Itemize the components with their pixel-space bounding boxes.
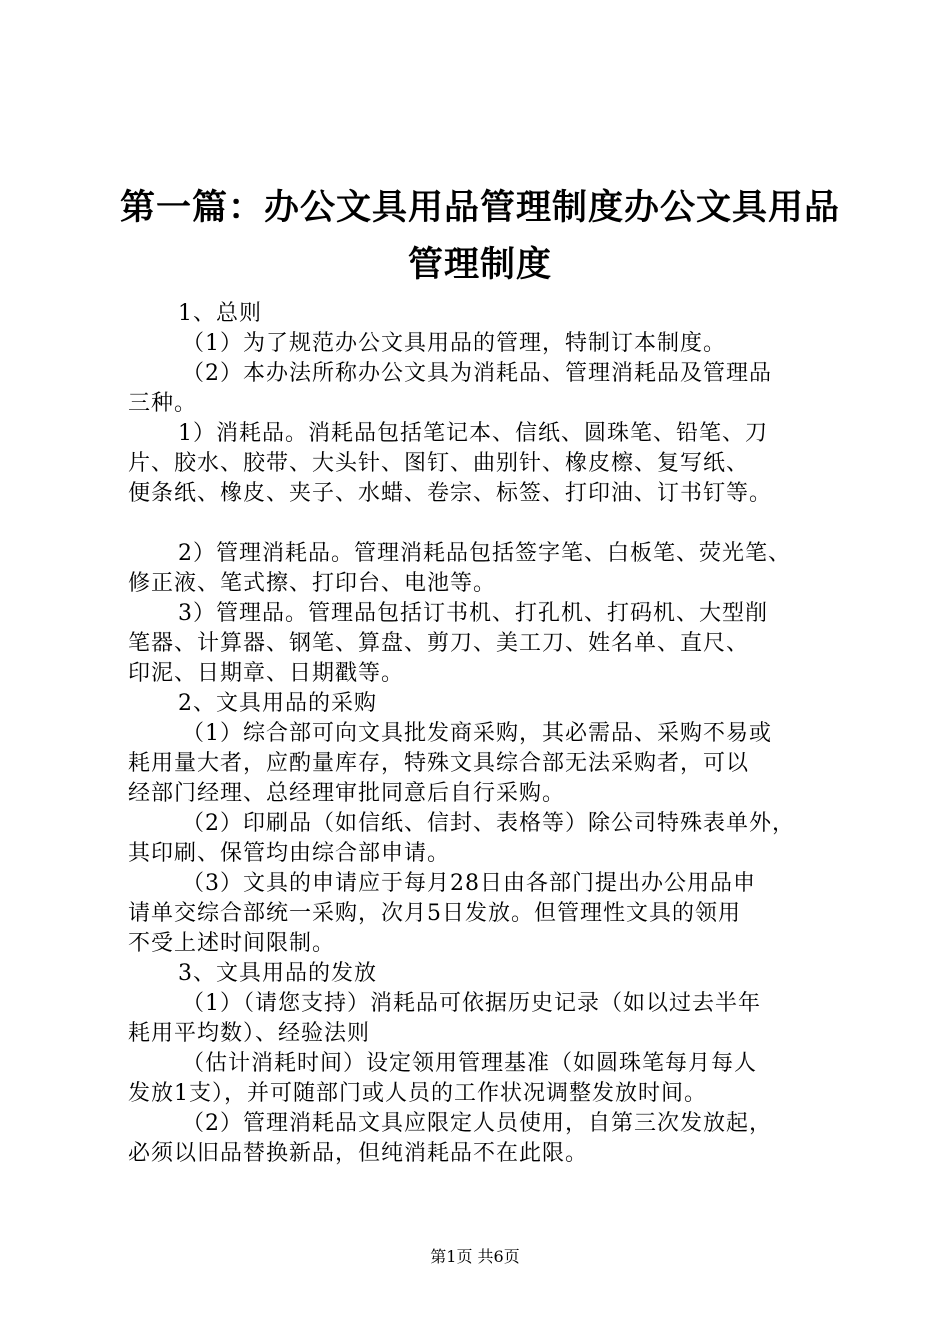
paragraph-line: （1）综合部可向文具批发商采购，其必需品、采购不易或 (182, 721, 772, 746)
paragraph-line: 必须以旧品替换新品，但纯消耗品不在此限。 (128, 1141, 589, 1166)
paragraph-line: 耗用平均数）、经验法则 (128, 1021, 371, 1046)
paragraph-line: 其印刷、保管均由综合部申请。 (128, 841, 451, 866)
page-footer: 第1页 共6页 (430, 1247, 520, 1266)
paragraph-line: 发放1支），并可随部门或人员的工作状况调整发放时间。 (128, 1081, 707, 1106)
paragraph-line: 便条纸、橡皮、夹子、水蜡、卷宗、标签、打印油、订书钉等。 (128, 481, 773, 506)
section-heading: 3、文具用品的发放 (178, 961, 377, 986)
blank-line (128, 509, 838, 539)
paragraph-line: 印泥、日期章、日期戳等。 (128, 661, 405, 686)
section-heading: 2、文具用品的采购 (178, 691, 377, 716)
paragraph-line: 2）管理消耗品。管理消耗品包括签字笔、白板笔、荧光笔、 (178, 541, 791, 566)
paragraph-line: 3）管理品。管理品包括订书机、打孔机、打码机、大型削 (178, 601, 768, 626)
paragraph-line: 不受上述时间限制。 (128, 931, 336, 956)
paragraph-line: 耗用量大者，应酌量库存，特殊文具综合部无法采购者，可以 (128, 751, 750, 776)
paragraph-line: 三种。 (128, 391, 198, 416)
document-title-line-2: 管理制度 (407, 245, 552, 285)
paragraph-line: 1）消耗品。消耗品包括笔记本、信纸、圆珠笔、铅笔、刀 (178, 421, 768, 446)
paragraph-line: （2）管理消耗品文具应限定人员使用，自第三次发放起， (182, 1111, 772, 1136)
paragraph-line: 片、胶水、胶带、大头针、图钉、曲别针、橡皮檫、复写纸、 (128, 451, 750, 476)
document-body (128, 299, 838, 1169)
paragraph-line: （2）本办法所称办公文具为消耗品、管理消耗品及管理品 (182, 361, 772, 386)
paragraph-line: （估计消耗时间）设定领用管理基准（如圆珠笔每月每人 (182, 1051, 758, 1076)
paragraph-line: （2）印刷品（如信纸、信封、表格等）除公司特殊表单外， (182, 811, 795, 836)
paragraph-line: （1）（请您支持）消耗品可依据历史记录（如以过去半年 (182, 991, 761, 1016)
paragraph-line: （3）文具的申请应于每月28日由各部门提出办公用品申 (182, 871, 756, 896)
paragraph-line: 请单交综合部统一采购，次月5日发放。但管理性文具的领用 (128, 901, 741, 926)
paragraph-line: 经部门经理、总经理审批同意后自行采购。 (128, 781, 566, 806)
document-title-line-1: 第一篇：办公文具用品管理制度办公文具用品 (119, 188, 840, 228)
section-heading: 1、总则 (178, 301, 262, 326)
paragraph-line: 笔器、计算器、钢笔、算盘、剪刀、美工刀、姓名单、直尺、 (128, 631, 750, 656)
paragraph-line: 修正液、笔式擦、打印台、电池等。 (128, 571, 497, 596)
paragraph-line: （1）为了规范办公文具用品的管理，特制订本制度。 (182, 331, 726, 356)
